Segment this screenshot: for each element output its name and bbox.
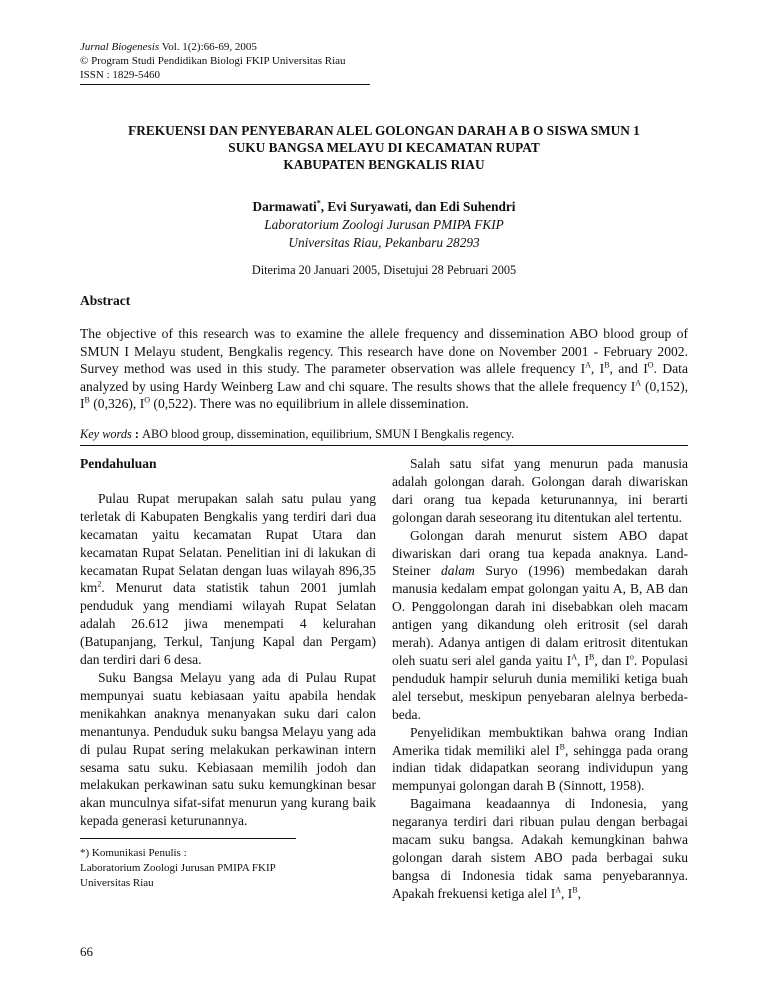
superscript: B [84,395,90,405]
affiliation: Universitas Riau, Pekanbaru 28293 [288,235,480,250]
superscript: A [571,652,578,662]
left-column [80,455,376,830]
superscript: A [555,885,562,895]
superscript: o [629,652,634,662]
issn-line: ISSN : 1829-5460 [80,69,161,81]
paragraph: Golongan darah menurut sistem ABO dapat diwariskan dari orang tua kepada anaknya. Land-Steiner dalam Suryo (1996) membedakan darah manusia kedalam empat golongan yaitu A, B, AB dan O. Penggolongan darah ini disebabkan oleh macam antigen yang dikandung oleh eritrosit (sel darah merah). Adanya antigen di dalam eritrosit ditentukan oleh suatu seri alel ganda yaitu $I^A$, $I^B$, dan $I^o$. Populasi penduduk hampir seluruh dunia memiliki ketiga buah alel tersebut, meskipun penyebaran alelnya berbeda-beda. [392,527,689,722]
superscript: O [647,360,654,370]
author-block [80,198,688,279]
superscript: B [572,885,578,895]
superscript: A [585,360,591,370]
keywords [80,427,688,446]
footnote [80,846,276,891]
italic-term: dalam [440,563,475,579]
page-number: 66 [80,944,93,959]
footnote-line: Laboratorium Zoologi Jurusan PMIPA FKIP [80,862,276,874]
superscript: O [144,395,151,405]
footnote-line: Universitas Riau [80,877,154,889]
paper-title [80,122,688,173]
superscript: B [604,360,610,370]
title-line: SUKU BANGSA MELAYU DI KECAMATAN RUPAT [228,140,540,155]
right-column [392,455,688,903]
journal-header [80,40,370,85]
abstract-text: The objective of this research was to examine the allele frequency and dissemination ABO blood group of SMUN I Melayu student, Bengkalis regency. This research have done on November 2001 - February 2002. Survey method was used in this study. The parameter observation was allele frequency $I^A$, $I^B$, and $I^O$. Data analyzed by using Hardy Weinberg Law and chi square. The results shows that the allele frequency $I^A$ (0,152), $I^B$ (0,326), $I^O$ (0,522). There was no equilibrium in allele dissemination. [80,326,689,412]
keywords-text: ABO blood group, dissemination, equilibrium, SMUN I Bengkalis regency. [142,427,515,441]
author-name: Darmawati [252,199,317,214]
paragraph: Penyelidikan membuktikan bahwa orang Indian Amerika tidak memiliki alel $I^B$, sehingga pada orang indian tidak didapatkan seorang individupun yang mempunyai golongan darah B (Sinnott, 1958). [392,724,688,794]
footnote-divider [80,838,296,839]
keywords-separator: : [131,427,143,441]
keywords-label: Key words [80,427,132,441]
abstract-heading: Abstract [80,293,131,308]
superscript: B [589,652,595,662]
author-names [80,198,688,216]
superscript: B [559,741,565,751]
paragraph: Suku Bangsa Melayu yang ada di Pulau Rupat mempunyai suatu kebiasaan yaitu apabila hendak menikahkan anaknya menanyakan suku dari calon menantunya. Penduduk suku bangsa Melayu yang ada di pulau Rupat sering melakukan perkawinan intern sesama satu suku. Kebiasaan memilih jodoh dan melakukan perkawinan satu suku kemungkinan besar akan munculnya sifat-sifat menurun yang kurang baik kepada generasi keturunannya. [80,669,376,829]
journal-volume: Vol. 1(2):66-69, 2005 [159,41,257,53]
paragraph: Bagaimana keadaannya di Indonesia, yang negaranya terdiri dari ribuan pulau dengan berbagai macam suku bangsa. Adakah kemungkinan bahwa golongan darah sistem ABO pada berbagai suku bangsa di Indonesia tidak sama penyebarannya. Apakah frekuensi ketiga alel $I^A$, $I^B$, [392,796,688,901]
affiliation: Laboratorium Zoologi Jurusan PMIPA FKIP [264,217,504,232]
journal-name: Jurnal Biogenesis [80,41,160,53]
paragraph: Pulau Rupat merupakan salah satu pulau yang terletak di Kabupaten Bengkalis yang terdiri dari dua kecamatan yaitu kecamatan Rupat Utara dan kecamatan Rupat Selatan. Penelitian ini di lakukan di kecamatan Rupat Selatan dengan luas wilayah 896,35 $km^2$. Menurut data statistik tahun 2001 jumlah penduduk yang mendiami wilayah Rupat Selatan adalah 26.612 jiwa menempati 4 kelurahan (Batupanjang, Terkul, Tanjung Kapal dan Pergam) dan terdiri dari 6 desa. [80,490,376,668]
copyright-line: © Program Studi Pendidikan Biologi FKIP Universitas Riau [80,55,346,67]
title-line: KABUPATEN BENGKALIS RIAU [283,157,485,172]
paragraph: Salah satu sifat yang menurun pada manusia adalah golongan darah. Golongan darah diwariskan dari orang tua kepada keturunannya, ini berarti golongan darah seseorang itu ditentukan alel tertentu. [392,456,688,525]
title-line: FREKUENSI DAN PENYEBARAN ALEL GOLONGAN DARAH A B O SISWA SMUN 1 [128,123,640,138]
superscript: 2 [97,579,102,589]
section-heading: Pendahuluan [80,456,157,471]
superscript: A [635,378,642,388]
corresponding-mark: * [316,198,321,208]
author-names-rest: , Evi Suryawati, dan Edi Suhendri [320,199,516,214]
received-dates: Diterima 20 Januari 2005, Disetujui 28 Pebruari 2005 [251,263,517,277]
footnote-line: *) Komunikasi Penulis : [80,847,187,859]
